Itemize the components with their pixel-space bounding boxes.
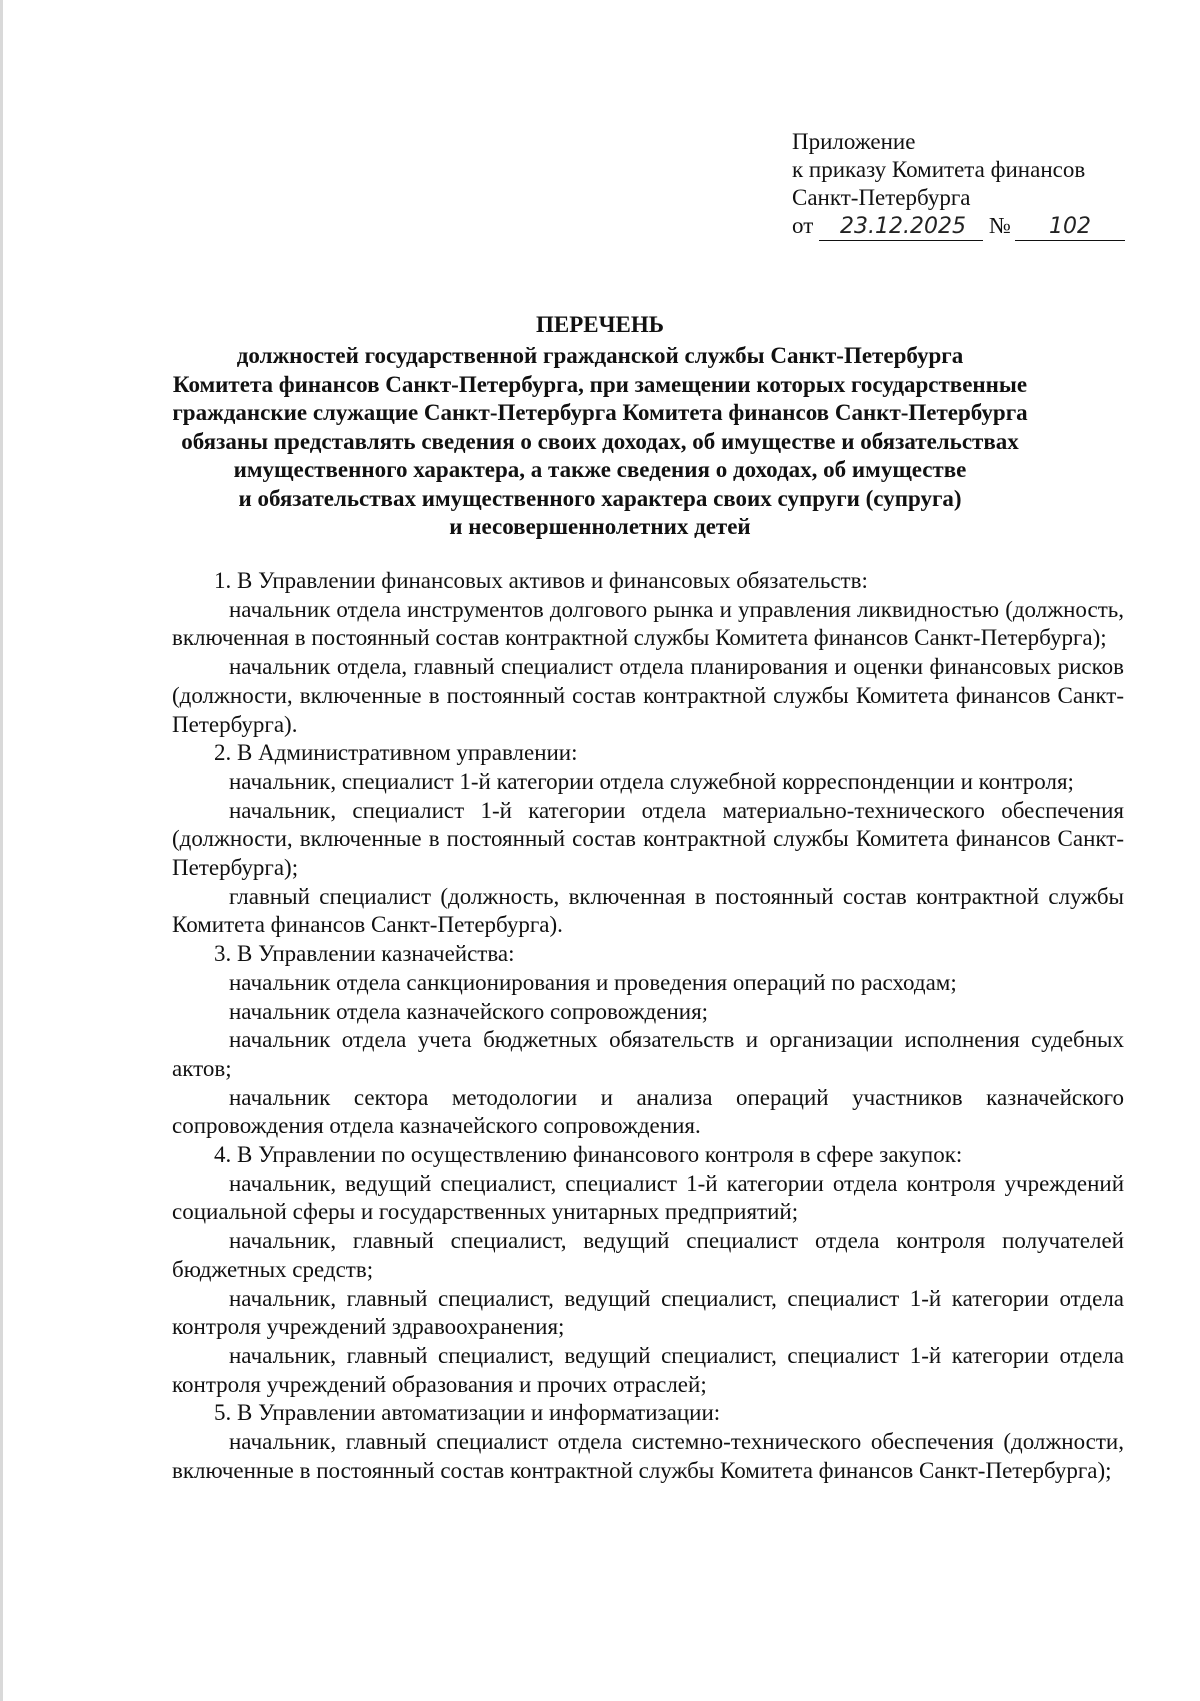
heading-line: обязаны представлять сведения о своих доходах, об имуществе и обязательствах [181,428,1019,454]
appendix-line-3: Санкт-Петербурга [792,185,971,210]
list-item: начальник отдела учета бюджетных обязательств и организации исполнения судебных актов; [172,1027,1124,1081]
list-item: начальник, специалист 1-й категории отдела служебной корреспонденции и контроля; [229,768,1074,794]
section-heading-2: 2. В Административном управлении: [214,740,578,766]
list-item: начальник сектора методологии и анализа операций участников казначейского сопровождения отдела казначейского сопровождения. [172,1084,1124,1139]
list-item: главный специалист (должность, включенная в постоянный состав контрактной службы Комитета финансов Санкт-Петербурга). [172,883,1124,938]
section-heading-1: 1. В Управлении финансовых активов и финансовых обязательств: [214,568,868,593]
list-item: начальник отдела, главный специалист отдела планирования и оценки финансовых рисков (должности, включенные в постоянный состав контрактной службы Комитета финансов Санкт-Петербурга). [172,654,1124,737]
document-title: ПЕРЕЧЕНЬ [536,312,664,337]
section-heading-4: 4. В Управлении по осуществлению финансового контроля в сфере закупок: [214,1142,963,1168]
list-item: начальник, главный специалист, ведущий специалист, специалист 1-й категории отдела контроля учреждений здравоохранения; [172,1285,1124,1340]
order-date-number-line [792,212,1125,241]
appendix-line-1: Приложение [792,129,916,154]
document-body [172,567,1124,1486]
list-item: начальник отдела санкционирования и проведения операций по расходам; [229,969,957,995]
number-label: № [989,213,1011,238]
heading-line: гражданские служащие Санкт-Петербурга Комитета финансов Санкт-Петербурга [172,400,1028,425]
heading-line: имущественного характера, а также сведения о доходах, об имуществе [233,457,967,482]
list-item: начальник, главный специалист, ведущий специалист, специалист 1-й категории отдела контроля учреждений образования и прочих отраслей; [172,1342,1124,1397]
list-item: начальник, главный специалист, ведущий специалист отдела контроля получателей бюджетных средств; [172,1228,1124,1282]
heading-line: должностей государственной гражданской службы Санкт-Петербурга [236,343,964,368]
scan-page-edge [0,0,3,1701]
handwritten-date: 23.12.2025 [819,214,983,241]
appendix-block [792,128,1125,241]
appendix-line-2: к приказу Комитета финансов [792,157,1086,182]
section-heading-5: 5. В Управлении автоматизации и информатизации: [214,1400,721,1426]
heading-line: Комитета финансов Санкт-Петербурга, при замещении которых государственные [172,371,1028,397]
document-heading [150,312,1050,542]
list-item: начальник, главный специалист отдела системно-технического обеспечения (должности, включенные в постоянный состав контрактной службы Комитета финансов Санкт-Петербурга); [172,1429,1124,1483]
list-item: начальник, ведущий специалист, специалист 1-й категории отдела контроля учреждений социальной сферы и государственных унитарных предприятий; [172,1170,1124,1225]
from-label: от [792,213,814,238]
list-item: начальник отдела казначейского сопровождения; [229,998,709,1024]
section-heading-3: 3. В Управлении казначейства: [214,941,515,967]
list-item: начальник отдела инструментов долгового рынка и управления ликвидностью (должность, включенная в постоянный состав контрактной службы Комитета финансов Санкт-Петербурга); [172,596,1124,651]
list-item: начальник, специалист 1-й категории отдела материально-технического обеспечения (должности, включенные в постоянный состав контрактной службы Комитета финансов Санкт-Петербурга); [172,797,1124,881]
heading-line: и обязательствах имущественного характера своих супруги (супруга) [238,485,962,511]
handwritten-number: 102 [1015,214,1125,241]
heading-line: и несовершеннолетних детей [449,514,751,539]
